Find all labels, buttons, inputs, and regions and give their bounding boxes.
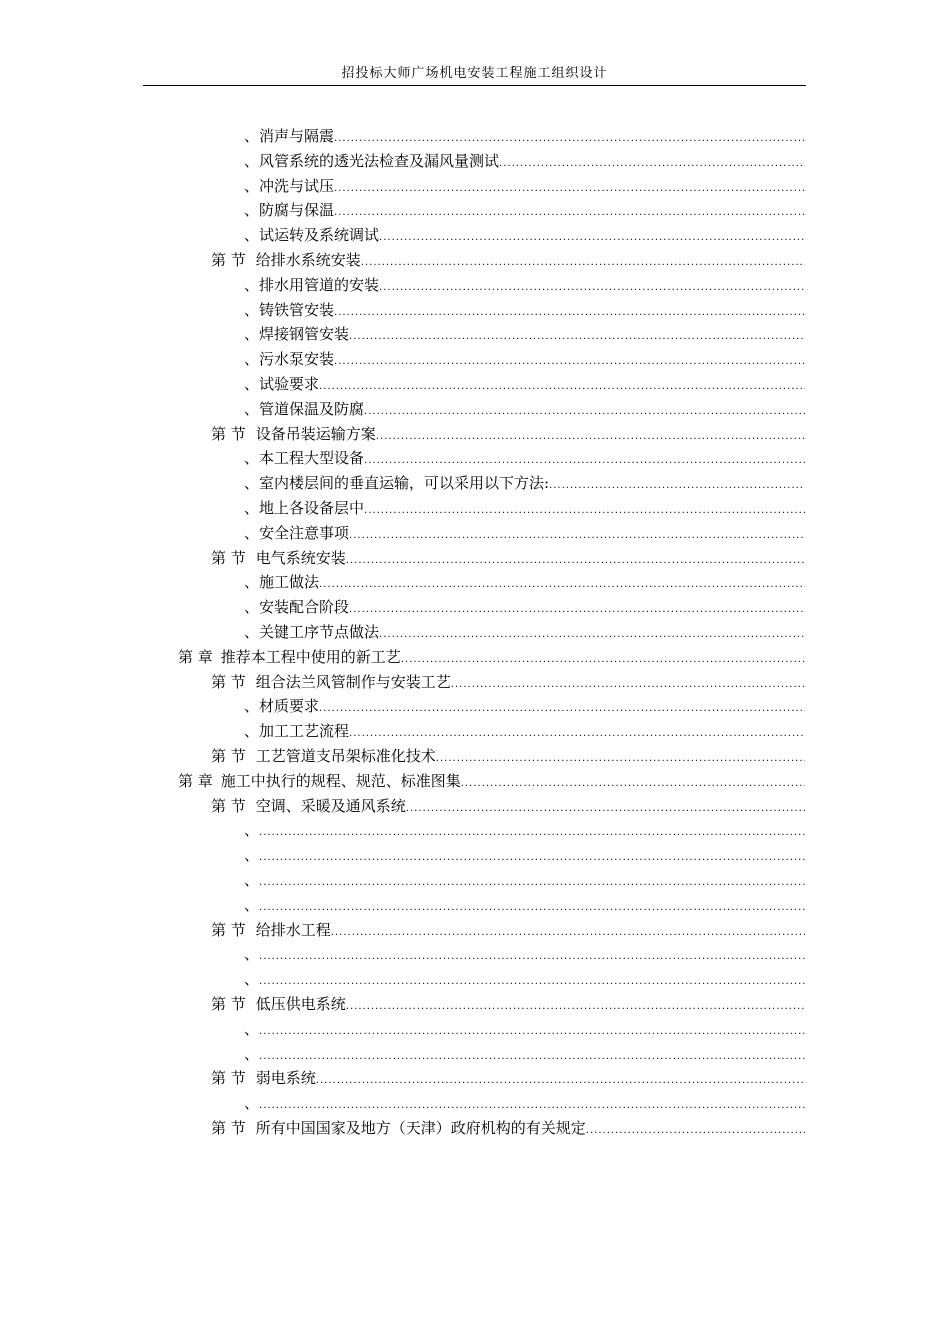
toc-entry-title: 推荐本工程中使用的新工艺	[220, 647, 401, 666]
toc-item-row[interactable]	[244, 719, 805, 743]
toc-item-row[interactable]	[244, 198, 805, 222]
toc-dot-leader	[334, 201, 805, 225]
toc-entry-title: 工艺管道支吊架标准化技术	[255, 747, 436, 765]
toc-entry-title: 给排水工程	[255, 920, 331, 939]
toc-entry-number: 第 章	[178, 771, 213, 790]
toc-item-row[interactable]	[244, 1091, 805, 1115]
toc-entry-title: 地上各设备层中	[259, 499, 365, 517]
toc-entry-number: 、	[244, 127, 260, 145]
toc-dot-leader	[259, 871, 805, 895]
toc-dot-leader	[259, 945, 805, 969]
toc-item-row[interactable]	[244, 471, 805, 495]
toc-chapter-row[interactable]	[178, 769, 805, 793]
toc-dot-leader	[259, 846, 805, 870]
toc-entry-number: 、	[244, 275, 260, 294]
toc-entry-number: 、	[244, 598, 260, 617]
toc-dot-leader	[319, 375, 805, 399]
toc-dot-leader	[436, 747, 805, 771]
toc-entry-title: 安全注意事项	[259, 523, 350, 542]
toc-entry-number: 第 节	[211, 424, 246, 443]
toc-item-row[interactable]	[244, 1017, 805, 1041]
toc-entry-number: 、	[244, 722, 260, 741]
toc-item-row[interactable]	[244, 570, 805, 594]
toc-entry-title: 施工中执行的规程、规范、标准图集	[220, 771, 461, 790]
toc-dot-leader	[379, 623, 805, 647]
toc-dot-leader	[451, 673, 805, 697]
toc-item-row[interactable]	[244, 496, 805, 520]
toc-dot-leader	[319, 697, 805, 721]
toc-entry-number: 、	[244, 399, 260, 418]
toc-chapter-row[interactable]	[178, 645, 805, 669]
toc-item-row[interactable]	[244, 843, 805, 867]
toc-section-row[interactable]	[211, 992, 805, 1016]
toc-dot-leader	[349, 722, 805, 746]
toc-item-row[interactable]	[244, 372, 805, 396]
toc-entry-number: 第 节	[211, 796, 246, 815]
toc-entry-number: 、	[244, 1094, 260, 1113]
toc-entry-number: 、	[244, 350, 260, 369]
toc-dot-leader	[379, 226, 805, 250]
toc-entry-title: 风管系统的透光法检查及漏风量测试	[259, 151, 500, 170]
toc-item-row[interactable]	[244, 322, 805, 346]
toc-entry-title: 弱电系统	[255, 1069, 316, 1088]
toc-entry-number: 、	[244, 846, 260, 865]
toc-entry-title: 排水用管道的安装	[259, 275, 380, 294]
toc-entry-title: 污水泵安装	[259, 350, 335, 369]
toc-entry-number: 、	[244, 300, 260, 319]
toc-entry-title: 消声与隔震	[259, 127, 335, 145]
toc-dot-leader	[259, 1020, 805, 1044]
toc-item-row[interactable]	[244, 397, 805, 421]
toc-entry-title: 冲洗与试压	[259, 176, 335, 195]
toc-dot-leader	[334, 127, 805, 151]
toc-dot-leader	[406, 797, 805, 821]
toc-entry-title: 试验要求	[259, 375, 320, 393]
toc-entry-title: 所有中国国家及地方（天津）政府机构的有关规定	[255, 1119, 586, 1137]
toc-item-row[interactable]	[244, 1042, 805, 1066]
toc-dot-leader	[586, 1119, 805, 1143]
toc-item-row[interactable]	[244, 694, 805, 718]
toc-section-row[interactable]	[211, 794, 805, 818]
toc-dot-leader	[316, 1069, 805, 1093]
toc-entry-title: 铸铁管安装	[259, 300, 335, 319]
toc-item-row[interactable]	[244, 620, 805, 644]
toc-dot-leader	[461, 772, 805, 796]
toc-section-row[interactable]	[211, 744, 805, 768]
toc-dot-leader	[331, 921, 805, 945]
toc-entry-number: 、	[244, 970, 260, 989]
toc-entry-number: 第 章	[178, 647, 213, 666]
toc-entry-title: 安装配合阶段	[259, 598, 350, 617]
toc-dot-leader	[376, 425, 805, 449]
toc-item-row[interactable]	[244, 347, 805, 371]
toc-dot-leader	[334, 177, 805, 201]
toc-entry-number: 、	[244, 1019, 260, 1038]
toc-item-row[interactable]	[244, 223, 805, 247]
toc-entry-number: 第 节	[211, 1069, 246, 1088]
toc-item-row[interactable]	[244, 273, 805, 297]
toc-item-row[interactable]	[244, 818, 805, 842]
toc-entry-number: 、	[244, 375, 260, 393]
toc-entry-title: 试运转及系统调试	[259, 226, 380, 245]
toc-item-row[interactable]	[244, 893, 805, 917]
toc-dot-leader	[364, 449, 805, 473]
toc-entry-number: 第 节	[211, 251, 246, 269]
page-header-title: 招投标大师广场机电安装工程施工组织设计	[341, 66, 608, 81]
toc-entry-title: 空调、采暖及通风系统	[255, 796, 406, 815]
toc-entry-title: 防腐与保温	[259, 201, 335, 220]
toc-entry-title: 焊接钢管安装	[259, 325, 350, 344]
toc-entry-number: 、	[244, 871, 260, 889]
toc-entry-number: 、	[244, 226, 260, 245]
toc-section-row[interactable]	[211, 670, 805, 694]
toc-entry-number: 、	[244, 325, 260, 344]
toc-dot-leader	[364, 499, 805, 523]
toc-section-row[interactable]	[211, 1066, 805, 1090]
toc-entry-title: 室内楼层间的垂直运输，可以采用以下方法:	[259, 474, 550, 493]
toc-entry-title: 关键工序节点做法	[259, 623, 380, 641]
toc-dot-leader	[379, 276, 805, 300]
toc-dot-leader	[259, 896, 805, 920]
toc-entry-number: 、	[244, 523, 260, 542]
toc-dot-leader	[259, 970, 805, 994]
toc-item-row[interactable]	[244, 868, 805, 892]
toc-item-row[interactable]	[244, 298, 805, 322]
toc-entry-number: 、	[244, 821, 260, 840]
toc-dot-leader	[334, 301, 805, 325]
toc-item-row[interactable]	[244, 174, 805, 198]
toc-item-row[interactable]	[244, 521, 805, 545]
toc-section-row[interactable]	[211, 422, 805, 446]
toc-entry-number: 第 节	[211, 1119, 246, 1137]
toc-item-row[interactable]	[244, 967, 805, 991]
toc-dot-leader	[499, 152, 805, 176]
toc-entry-title: 加工工艺流程	[259, 722, 350, 741]
toc-entry-number: 、	[244, 201, 260, 220]
toc-section-row[interactable]	[211, 546, 805, 570]
toc-entry-title: 设备吊装运输方案	[255, 424, 376, 443]
toc-item-row[interactable]	[244, 446, 805, 470]
toc-entry-title: 低压供电系统	[255, 995, 346, 1013]
toc-entry-title: 电气系统安装	[255, 548, 346, 567]
toc-dot-leader	[349, 598, 805, 622]
toc-dot-leader	[334, 350, 805, 374]
toc-item-row[interactable]	[244, 149, 805, 173]
toc-dot-leader	[346, 549, 805, 573]
toc-entry-number: 第 节	[211, 995, 246, 1013]
toc-section-row[interactable]	[211, 918, 805, 942]
toc-entry-number: 第 节	[211, 672, 246, 691]
toc-dot-leader	[401, 648, 805, 672]
toc-entry-number: 、	[244, 623, 260, 641]
toc-item-row[interactable]	[244, 595, 805, 619]
toc-entry-number: 、	[244, 697, 260, 716]
toc-entry-title: 给排水系统安装	[255, 251, 361, 269]
toc-entry-title: 本工程大型设备	[259, 449, 365, 468]
toc-dot-leader	[319, 573, 805, 597]
toc-entry-number: 、	[244, 499, 260, 517]
toc-entry-number: 、	[244, 176, 260, 195]
toc-entry-number: 、	[244, 945, 260, 964]
toc-dot-leader	[349, 524, 805, 548]
header-divider	[143, 85, 806, 86]
toc-dot-leader	[346, 995, 805, 1019]
toc-item-row[interactable]	[244, 124, 805, 148]
toc-dot-leader	[364, 400, 805, 424]
toc-section-row[interactable]	[211, 248, 805, 272]
toc-section-row[interactable]	[211, 1116, 805, 1140]
toc-entry-title: 施工做法	[259, 573, 320, 592]
toc-dot-leader	[549, 474, 805, 498]
toc-entry-number: 、	[244, 474, 260, 493]
toc-entry-title: 组合法兰风管制作与安装工艺	[255, 672, 451, 691]
toc-dot-leader	[259, 821, 805, 845]
toc-entry-number: 、	[244, 1044, 260, 1063]
toc-entry-number: 、	[244, 895, 260, 914]
toc-item-row[interactable]	[244, 942, 805, 966]
toc-dot-leader	[349, 325, 805, 349]
toc-entry-number: 第 节	[211, 548, 246, 567]
toc-dot-leader	[259, 1045, 805, 1069]
toc-entry-number: 、	[244, 449, 260, 468]
toc-dot-leader	[259, 1094, 805, 1118]
toc-dot-leader	[361, 251, 805, 275]
toc-entry-number: 第 节	[211, 920, 246, 939]
toc-entry-title: 管道保温及防腐	[259, 399, 365, 418]
toc-entry-number: 第 节	[211, 747, 246, 765]
toc-entry-number: 、	[244, 573, 260, 592]
toc-entry-number: 、	[244, 151, 260, 170]
toc-entry-title: 材质要求	[259, 697, 320, 716]
